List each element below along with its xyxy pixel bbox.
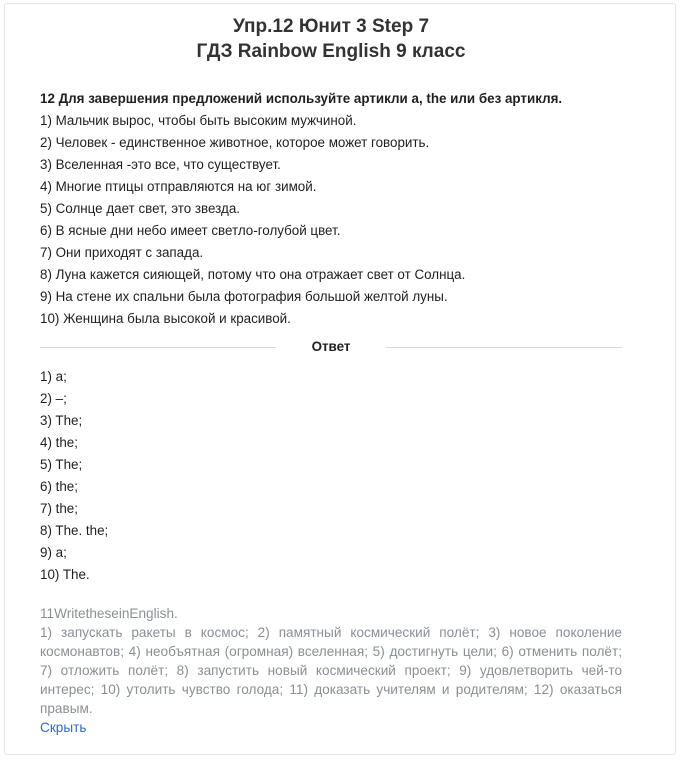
task-sentence: 1) Мальчик вырос, чтобы быть высоким мужчиной. [40, 113, 357, 128]
next-exercise-heading: 11WritetheseinEnglish. [40, 606, 178, 621]
next-exercise-text: 1) запускать ракеты в космос; 2) памятный космический полёт; 3) новое поколение космонавтов; 4) необъятная (огромная) вселенная; 5) достигнуть цели; 6) отменить полёт; 7) отложить полёт; 8) запустить новый космический проект; 9) удовлетворить чей-то интерес; 10) утолить чувство голода; 11) доказать учителям и родителям; 12) оказаться правым. [40, 625, 622, 716]
answer-item: 1) a; [40, 369, 67, 384]
task-heading: 12 Для завершения предложений используйте артикли a, the или без артикля. [40, 91, 563, 106]
answer-item: 7) the; [40, 501, 78, 516]
answer-item: 8) The. the; [40, 523, 109, 538]
answer-item: 4) the; [40, 435, 78, 450]
answer-list [40, 366, 622, 586]
task-sentence: 4) Многие птицы отправляются на юг зимой. [40, 179, 317, 194]
task-sentence: 10) Женщина была высокой и красивой. [40, 311, 291, 326]
answer-item: 5) The; [40, 457, 83, 472]
task-sentence-list [40, 110, 622, 330]
title-line-1: Упр.12 Юнит 3 Step 7 [232, 16, 430, 37]
task-sentence: 3) Вселенная -это все, что существует. [40, 157, 281, 172]
title-line-2: ГДЗ Rainbow English 9 класс [196, 41, 466, 62]
answer-item: 2) –; [40, 391, 67, 406]
task-sentence: 8) Луна кажется сияющей, потому что она отражает свет от Солнца. [40, 267, 466, 282]
answer-item: 10) The. [40, 567, 90, 582]
task-sentence: 7) Они приходят с запада. [40, 245, 204, 260]
divider-rule-right [386, 347, 622, 348]
task-sentence: 5) Солнце дает свет, это звезда. [40, 201, 240, 216]
next-exercise-block [40, 604, 622, 718]
exercise-page [40, 14, 622, 738]
answer-item: 3) The; [40, 413, 83, 428]
task-sentence: 9) На стене их спальни была фотография большой желтой луны. [40, 289, 448, 304]
answer-item: 6) the; [40, 479, 78, 494]
task-sentence: 2) Человек - единственное животное, которое может говорить. [40, 135, 430, 150]
hide-link[interactable]: Скрыть [40, 720, 87, 735]
answer-label: Ответ [311, 339, 351, 354]
answer-divider [40, 336, 622, 358]
task-sentence: 6) В ясные дни небо имеет светло-голубой цвет. [40, 223, 341, 238]
page-title [40, 14, 622, 64]
answer-item: 9) a; [40, 545, 67, 560]
